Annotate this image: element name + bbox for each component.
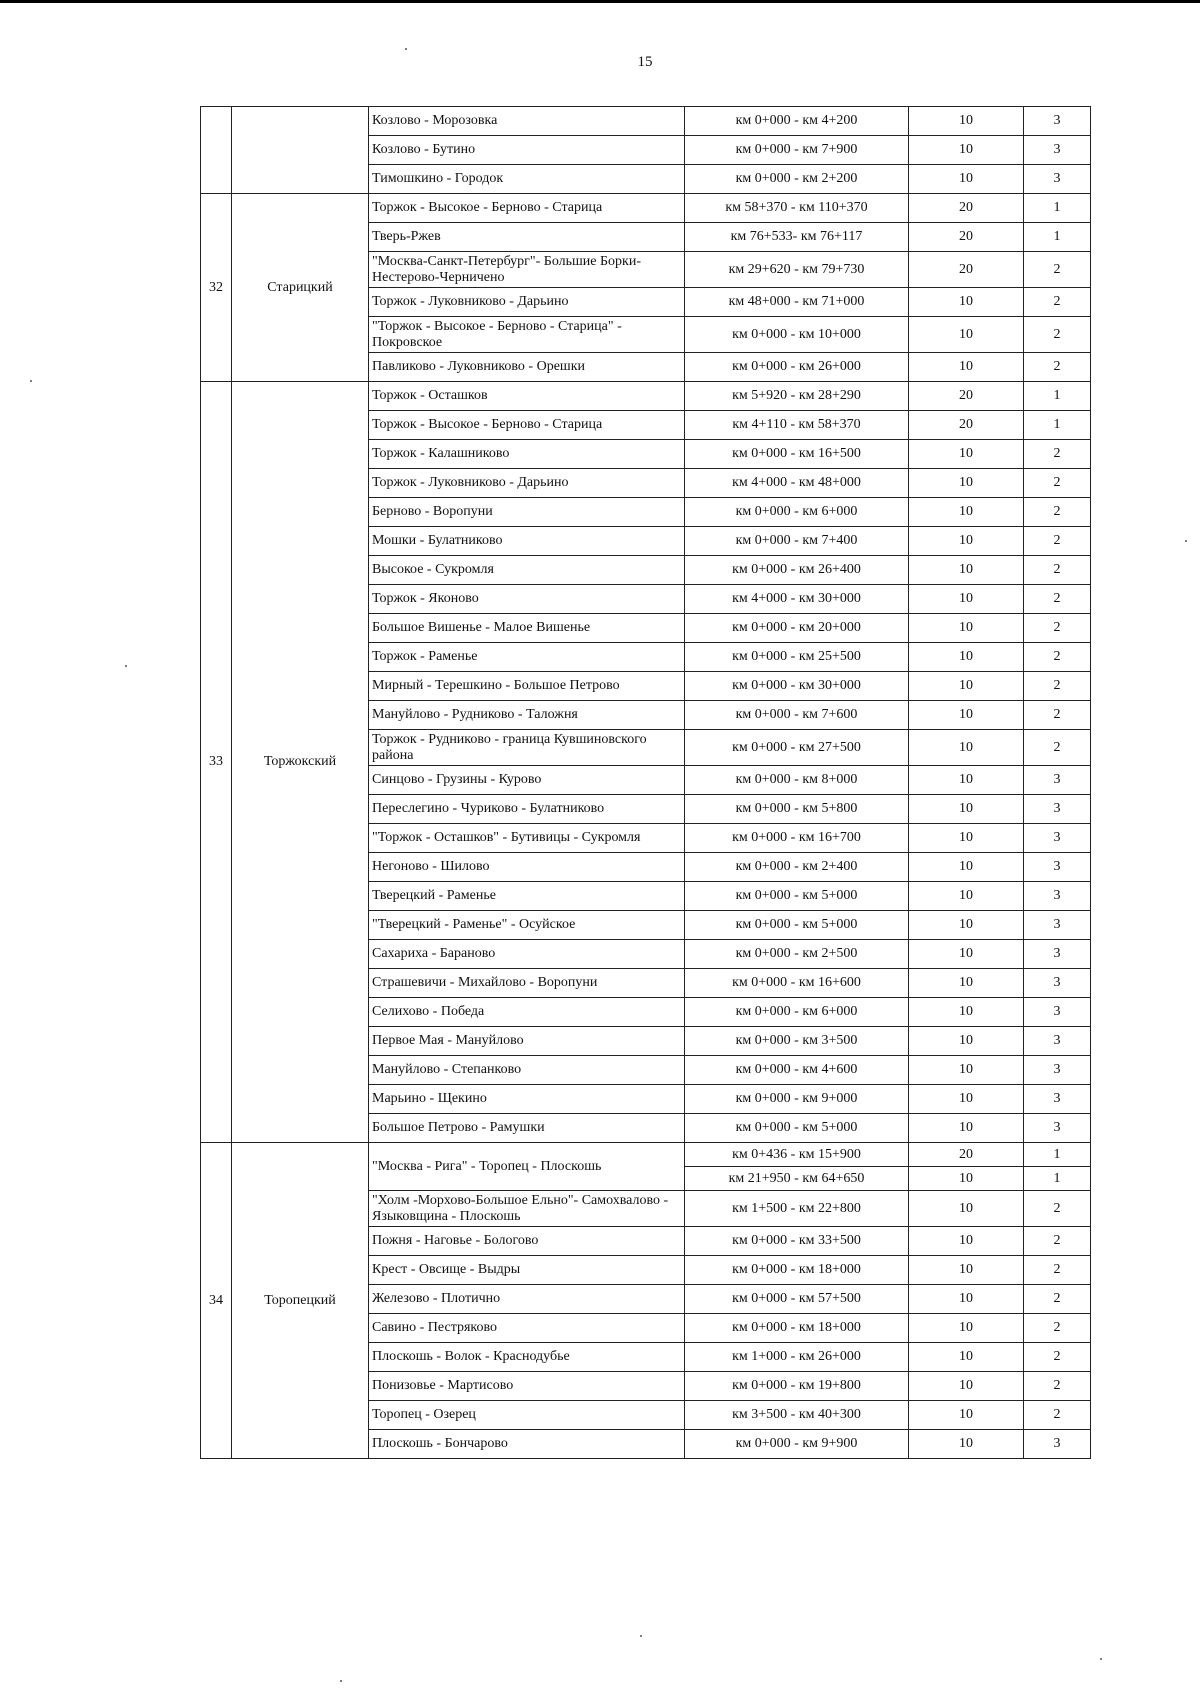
scan-speck (640, 1635, 642, 1637)
road-width: 10 (909, 969, 1024, 998)
road-class: 2 (1024, 1314, 1091, 1343)
table-row (201, 194, 1091, 223)
road-width: 10 (909, 1314, 1024, 1343)
road-km-range: км 0+000 - км 18+000 (685, 1256, 909, 1285)
road-class: 2 (1024, 1285, 1091, 1314)
road-class: 2 (1024, 1191, 1091, 1227)
road-width: 10 (909, 1256, 1024, 1285)
road-class: 3 (1024, 107, 1091, 136)
road-km-range: км 0+000 - км 27+500 (685, 730, 909, 766)
road-name: Тимошкино - Городок (369, 165, 685, 194)
road-name: Торжок - Высокое - Берново - Старица (369, 194, 685, 223)
road-width: 10 (909, 853, 1024, 882)
road-name: Торжок - Яконово (369, 585, 685, 614)
road-name: Крест - Овсище - Выдры (369, 1256, 685, 1285)
road-class: 1 (1024, 411, 1091, 440)
road-class: 2 (1024, 1227, 1091, 1256)
road-class: 2 (1024, 317, 1091, 353)
road-km-range: км 5+920 - км 28+290 (685, 382, 909, 411)
road-width: 10 (909, 585, 1024, 614)
table-row (201, 382, 1091, 411)
road-width: 10 (909, 136, 1024, 165)
road-km-range: км 29+620 - км 79+730 (685, 252, 909, 288)
road-class: 1 (1024, 194, 1091, 223)
road-km-range: км 0+000 - км 10+000 (685, 317, 909, 353)
road-name: Высокое - Сукромля (369, 556, 685, 585)
road-width: 20 (909, 194, 1024, 223)
road-km-range: км 0+000 - км 5+000 (685, 882, 909, 911)
road-class: 3 (1024, 136, 1091, 165)
road-class: 1 (1024, 1143, 1091, 1167)
road-km-range: км 0+000 - км 2+500 (685, 940, 909, 969)
road-width: 10 (909, 882, 1024, 911)
road-name: Плоскошь - Волок - Краснодубье (369, 1343, 685, 1372)
road-km-range: км 4+000 - км 30+000 (685, 585, 909, 614)
road-width: 10 (909, 1085, 1024, 1114)
road-name: Синцово - Грузины - Курово (369, 766, 685, 795)
district-number: 33 (201, 382, 232, 1143)
road-class: 1 (1024, 223, 1091, 252)
road-class: 1 (1024, 382, 1091, 411)
road-width: 10 (909, 643, 1024, 672)
road-width: 10 (909, 1372, 1024, 1401)
road-class: 2 (1024, 527, 1091, 556)
road-name: Торжок - Калашниково (369, 440, 685, 469)
road-width: 10 (909, 766, 1024, 795)
road-class: 3 (1024, 882, 1091, 911)
road-name: Тверецкий - Раменье (369, 882, 685, 911)
road-class: 3 (1024, 940, 1091, 969)
road-width: 20 (909, 411, 1024, 440)
road-name: Большое Вишенье - Малое Вишенье (369, 614, 685, 643)
road-km-range: км 0+000 - км 33+500 (685, 1227, 909, 1256)
road-name: Козлово - Бутино (369, 136, 685, 165)
road-class: 1 (1024, 1167, 1091, 1191)
road-class: 3 (1024, 795, 1091, 824)
road-class: 2 (1024, 288, 1091, 317)
road-km-range: км 0+000 - км 16+500 (685, 440, 909, 469)
road-name: Страшевичи - Михайлово - Воропуни (369, 969, 685, 998)
road-class: 3 (1024, 911, 1091, 940)
road-name: Понизовье - Мартисово (369, 1372, 685, 1401)
road-width: 20 (909, 223, 1024, 252)
road-class: 2 (1024, 1372, 1091, 1401)
road-km-range: км 0+000 - км 4+200 (685, 107, 909, 136)
road-name: Мануйлово - Рудниково - Таложня (369, 701, 685, 730)
road-class: 3 (1024, 1114, 1091, 1143)
road-width: 10 (909, 1227, 1024, 1256)
road-class: 3 (1024, 1430, 1091, 1459)
district-name: Торжокский (232, 382, 369, 1143)
road-class: 2 (1024, 440, 1091, 469)
road-km-range: км 0+000 - км 7+600 (685, 701, 909, 730)
road-km-range: км 0+000 - км 4+600 (685, 1056, 909, 1085)
road-km-range: км 0+000 - км 9+000 (685, 1085, 909, 1114)
scan-speck (30, 380, 32, 382)
road-km-range: км 58+370 - км 110+370 (685, 194, 909, 223)
road-name: Берново - Воропуни (369, 498, 685, 527)
road-name: Мошки - Булатниково (369, 527, 685, 556)
district-name: Старицкий (232, 194, 369, 382)
road-km-range: км 0+000 - км 20+000 (685, 614, 909, 643)
road-width: 10 (909, 498, 1024, 527)
road-width: 10 (909, 288, 1024, 317)
road-name: Первое Мая - Мануйлово (369, 1027, 685, 1056)
road-km-range: км 0+000 - км 6+000 (685, 498, 909, 527)
road-km-range: км 0+000 - км 16+600 (685, 969, 909, 998)
scan-speck (1185, 540, 1187, 542)
road-km-range: км 0+000 - км 8+000 (685, 766, 909, 795)
road-class: 2 (1024, 585, 1091, 614)
road-class: 2 (1024, 614, 1091, 643)
road-name: Селихово - Победа (369, 998, 685, 1027)
road-name: Мирный - Терешкино - Большое Петрово (369, 672, 685, 701)
scan-speck (340, 1680, 342, 1682)
road-width: 10 (909, 1114, 1024, 1143)
road-width: 10 (909, 940, 1024, 969)
road-class: 3 (1024, 1056, 1091, 1085)
road-width: 10 (909, 614, 1024, 643)
road-class: 2 (1024, 469, 1091, 498)
road-km-range: км 0+000 - км 57+500 (685, 1285, 909, 1314)
road-km-range: км 3+500 - км 40+300 (685, 1401, 909, 1430)
road-name: Павликово - Луковниково - Орешки (369, 353, 685, 382)
road-name: Плоскошь - Бончарово (369, 1430, 685, 1459)
road-class: 3 (1024, 824, 1091, 853)
road-class: 2 (1024, 1343, 1091, 1372)
roads-table (200, 106, 1091, 1459)
road-name: Торжок - Рудниково - граница Кувшиновского района (369, 730, 685, 766)
road-width: 10 (909, 672, 1024, 701)
road-name: "Торжок - Высокое - Берново - Старица" - Покровское (369, 317, 685, 353)
road-width: 10 (909, 701, 1024, 730)
roads-table-body (201, 107, 1091, 1459)
road-km-range: км 0+000 - км 5+000 (685, 911, 909, 940)
road-name: Пожня - Наговье - Бологово (369, 1227, 685, 1256)
road-km-range: км 0+436 - км 15+900 (685, 1143, 909, 1167)
road-width: 10 (909, 440, 1024, 469)
road-width: 10 (909, 107, 1024, 136)
road-width: 10 (909, 527, 1024, 556)
road-class: 3 (1024, 766, 1091, 795)
road-name: Торопец - Озерец (369, 1401, 685, 1430)
road-km-range: км 0+000 - км 19+800 (685, 1372, 909, 1401)
scan-speck (1100, 1658, 1102, 1660)
road-km-range: км 4+000 - км 48+000 (685, 469, 909, 498)
scan-top-edge (0, 0, 1200, 3)
scan-speck (405, 48, 407, 50)
road-km-range: км 21+950 - км 64+650 (685, 1167, 909, 1191)
road-class: 3 (1024, 998, 1091, 1027)
district-number (201, 107, 232, 194)
road-class: 2 (1024, 252, 1091, 288)
road-width: 20 (909, 1143, 1024, 1167)
road-class: 2 (1024, 730, 1091, 766)
road-width: 10 (909, 1285, 1024, 1314)
road-km-range: км 1+000 - км 26+000 (685, 1343, 909, 1372)
road-width: 10 (909, 1343, 1024, 1372)
road-km-range: км 0+000 - км 16+700 (685, 824, 909, 853)
road-width: 10 (909, 1191, 1024, 1227)
road-name: Торжок - Луковниково - Дарьино (369, 469, 685, 498)
road-name: "Тверецкий - Раменье" - Осуйское (369, 911, 685, 940)
road-name: Тверь-Ржев (369, 223, 685, 252)
road-name: Негоново - Шилово (369, 853, 685, 882)
road-km-range: км 0+000 - км 2+200 (685, 165, 909, 194)
road-name: "Москва - Рига" - Торопец - Плоскошь (369, 1143, 685, 1191)
district-name (232, 107, 369, 194)
road-name: Мануйлово - Степанково (369, 1056, 685, 1085)
road-class: 2 (1024, 498, 1091, 527)
road-km-range: км 76+533- км 76+117 (685, 223, 909, 252)
road-class: 2 (1024, 643, 1091, 672)
road-width: 10 (909, 165, 1024, 194)
table-row (201, 1143, 1091, 1167)
road-name: "Торжок - Осташков" - Бутивицы - Сукромля (369, 824, 685, 853)
road-class: 2 (1024, 1256, 1091, 1285)
table-row (201, 107, 1091, 136)
road-width: 10 (909, 795, 1024, 824)
district-number: 32 (201, 194, 232, 382)
road-km-range: км 0+000 - км 5+800 (685, 795, 909, 824)
road-name: "Москва-Санкт-Петербург"- Большие Борки-Нестерово-Черничено (369, 252, 685, 288)
road-width: 10 (909, 1027, 1024, 1056)
road-width: 10 (909, 824, 1024, 853)
district-number: 34 (201, 1143, 232, 1459)
road-name: Железово - Плотично (369, 1285, 685, 1314)
road-km-range: км 0+000 - км 9+900 (685, 1430, 909, 1459)
road-width: 10 (909, 998, 1024, 1027)
road-km-range: км 0+000 - км 6+000 (685, 998, 909, 1027)
road-class: 2 (1024, 701, 1091, 730)
road-class: 2 (1024, 672, 1091, 701)
road-name: Сахариха - Бараново (369, 940, 685, 969)
road-width: 10 (909, 730, 1024, 766)
road-name: Марьино - Щекино (369, 1085, 685, 1114)
road-km-range: км 0+000 - км 7+900 (685, 136, 909, 165)
road-name: Торжок - Луковниково - Дарьино (369, 288, 685, 317)
road-name: Савино - Пестряково (369, 1314, 685, 1343)
road-width: 10 (909, 1056, 1024, 1085)
road-width: 10 (909, 1430, 1024, 1459)
road-name: Торжок - Высокое - Берново - Старица (369, 411, 685, 440)
road-width: 10 (909, 1401, 1024, 1430)
road-width: 20 (909, 382, 1024, 411)
road-width: 10 (909, 317, 1024, 353)
road-km-range: км 0+000 - км 5+000 (685, 1114, 909, 1143)
road-name: Торжок - Осташков (369, 382, 685, 411)
scan-speck (125, 665, 127, 667)
page-number: 15 (637, 54, 653, 70)
road-km-range: км 0+000 - км 18+000 (685, 1314, 909, 1343)
road-width: 10 (909, 469, 1024, 498)
road-class: 3 (1024, 1027, 1091, 1056)
road-km-range: км 0+000 - км 26+000 (685, 353, 909, 382)
road-name: "Холм -Морхово-Большое Ельно"- Самохвалово - Языковщина - Плоскошь (369, 1191, 685, 1227)
road-width: 10 (909, 556, 1024, 585)
road-class: 3 (1024, 165, 1091, 194)
road-km-range: км 48+000 - км 71+000 (685, 288, 909, 317)
road-width: 10 (909, 911, 1024, 940)
road-km-range: км 0+000 - км 26+400 (685, 556, 909, 585)
road-name: Переслегино - Чуриково - Булатниково (369, 795, 685, 824)
road-class: 3 (1024, 853, 1091, 882)
road-class: 2 (1024, 353, 1091, 382)
road-width: 10 (909, 353, 1024, 382)
road-class: 3 (1024, 969, 1091, 998)
road-name: Козлово - Морозовка (369, 107, 685, 136)
road-km-range: км 1+500 - км 22+800 (685, 1191, 909, 1227)
road-km-range: км 0+000 - км 30+000 (685, 672, 909, 701)
road-km-range: км 0+000 - км 2+400 (685, 853, 909, 882)
road-width: 10 (909, 1167, 1024, 1191)
road-class: 2 (1024, 556, 1091, 585)
district-name: Торопецкий (232, 1143, 369, 1459)
road-class: 3 (1024, 1085, 1091, 1114)
road-class: 2 (1024, 1401, 1091, 1430)
road-km-range: км 0+000 - км 3+500 (685, 1027, 909, 1056)
road-km-range: км 0+000 - км 25+500 (685, 643, 909, 672)
road-name: Торжок - Раменье (369, 643, 685, 672)
road-width: 20 (909, 252, 1024, 288)
road-km-range: км 0+000 - км 7+400 (685, 527, 909, 556)
road-km-range: км 4+110 - км 58+370 (685, 411, 909, 440)
road-name: Большое Петрово - Рамушки (369, 1114, 685, 1143)
